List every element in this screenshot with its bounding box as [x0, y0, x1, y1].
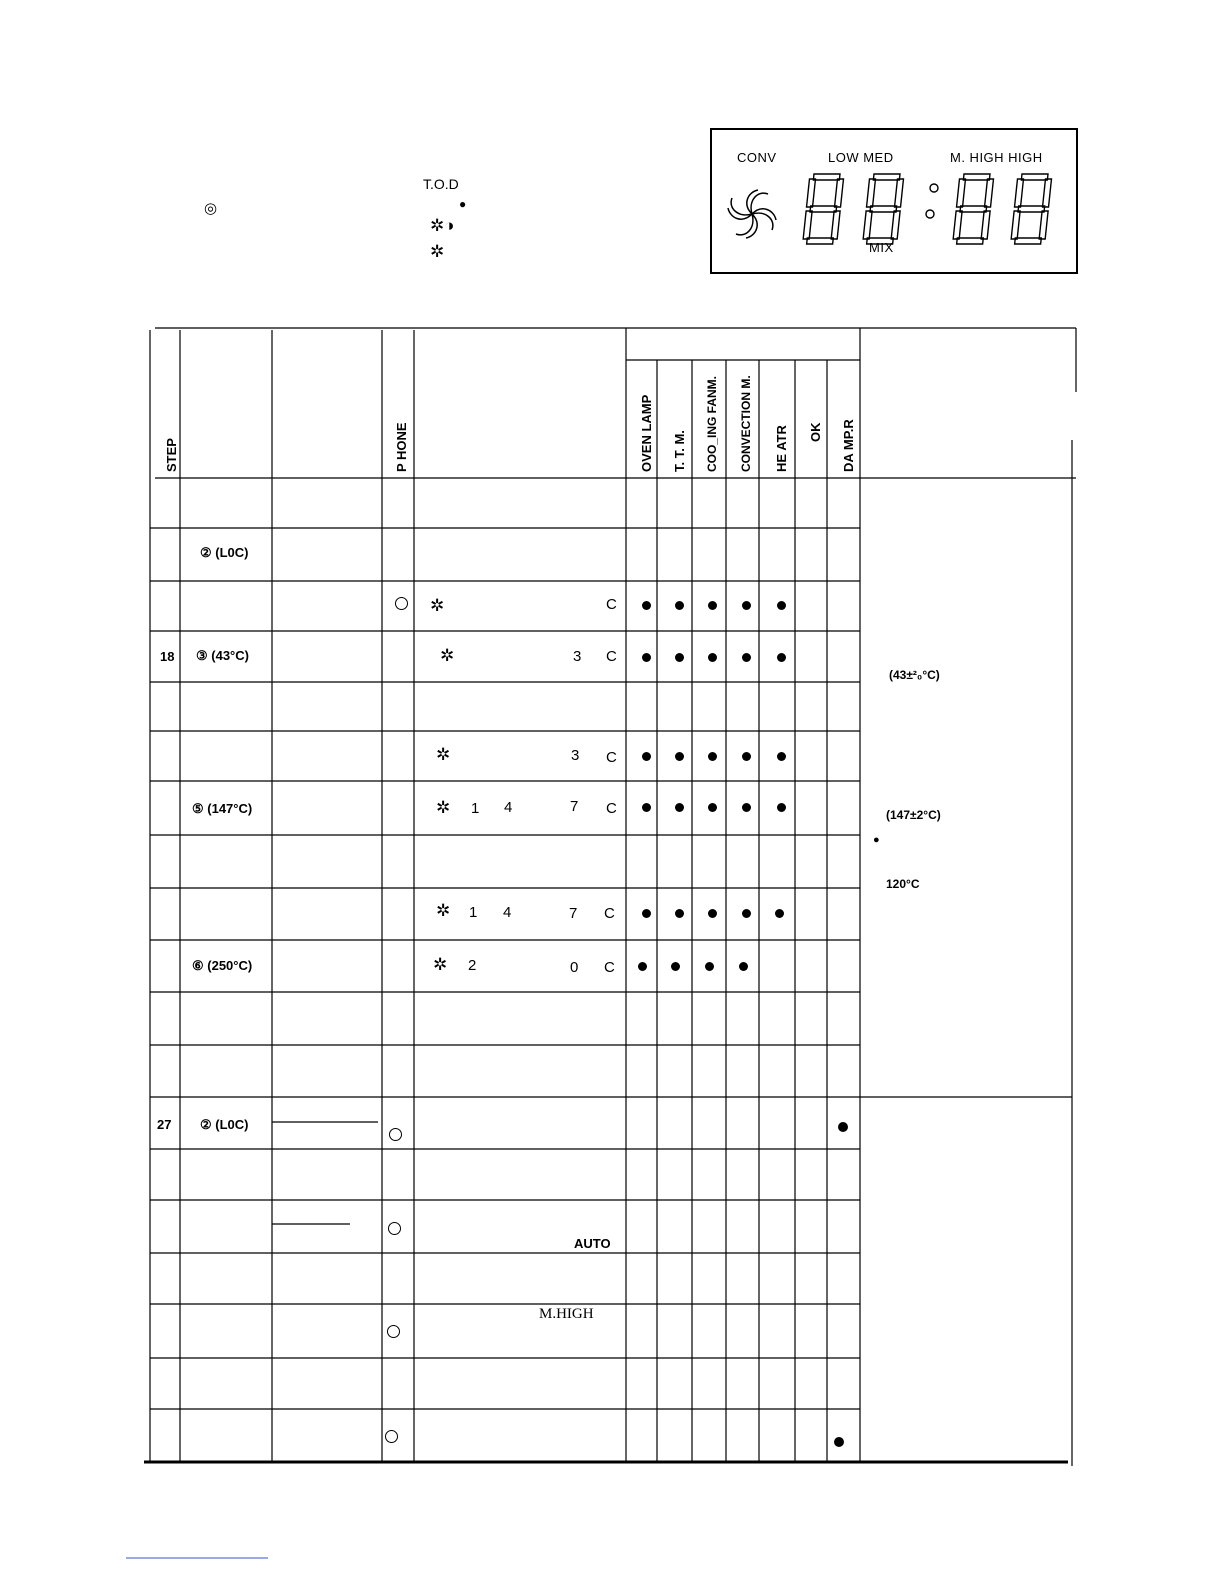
- row4-dot-fan: [708, 653, 717, 662]
- row17-mhigh: M.HIGH: [539, 1306, 594, 1322]
- header-oven-lamp: OVEN LAMP: [639, 394, 654, 472]
- row3-dot-conv: [742, 601, 751, 610]
- row6-c: C: [606, 749, 617, 766]
- row7-dot-ttm: [675, 803, 684, 812]
- row10-dot-fan: [705, 962, 714, 971]
- row13-step: 27: [157, 1117, 172, 1132]
- row4-dot-heater: [777, 653, 786, 662]
- row7-dot-conv: [742, 803, 751, 812]
- row10-dot-lamp: [638, 962, 647, 971]
- row6-dot-ttm: [675, 752, 684, 761]
- row9-d2: 4: [503, 904, 512, 921]
- row6-dot-fan: [708, 752, 717, 761]
- row7-d2: 4: [504, 799, 513, 816]
- row10-key: ⑥ (250°C): [192, 958, 253, 973]
- row9-dot-conv: [742, 909, 751, 918]
- row9-d3: 7: [569, 905, 578, 922]
- fan-icon: ✲: [436, 745, 451, 764]
- tod-label: T.O.D: [423, 176, 459, 192]
- fan-half-icon: ✲◑: [430, 216, 455, 235]
- row6-dot-heater: [777, 752, 786, 761]
- row7-dot-lamp: [642, 803, 651, 812]
- mhigh-high-label: M. HIGH HIGH: [950, 150, 1043, 165]
- row6-dot-conv: [742, 752, 751, 761]
- double-circle-icon: ◎: [204, 200, 218, 217]
- row13-phone-circle: [389, 1128, 402, 1141]
- row9-dot-heater: [775, 909, 784, 918]
- note-dot: ●: [873, 834, 880, 846]
- row9-c: C: [604, 905, 615, 922]
- fan-icon: ✲: [433, 955, 448, 974]
- row3-dot-heater: [777, 601, 786, 610]
- fan-icon: ✲: [436, 901, 451, 920]
- fan-icon: ✲: [440, 646, 455, 665]
- row13-dot-damper: [838, 1122, 848, 1132]
- header-ok: OK: [808, 422, 823, 442]
- row4-key: ③ (43°C): [196, 648, 249, 663]
- row7-dot-fan: [708, 803, 717, 812]
- row3-dot-ttm: [675, 601, 684, 610]
- row4-dot-ttm: [675, 653, 684, 662]
- row3-dot-fan: [708, 601, 717, 610]
- row9-dot-lamp: [642, 909, 651, 918]
- note-147: (147±2°C): [886, 808, 941, 822]
- row4-digit: 3: [573, 648, 582, 665]
- row6-digit: 3: [571, 747, 580, 764]
- row4-dot-lamp: [642, 653, 651, 662]
- low-med-label: LOW MED: [828, 150, 894, 165]
- row10-d3: 0: [570, 959, 579, 976]
- header-heater: HE ATR: [774, 425, 789, 472]
- row13-key: ② (L0C): [200, 1117, 249, 1132]
- row19-phone-circle: [385, 1430, 398, 1443]
- row10-d1: 2: [468, 957, 477, 974]
- row17-phone-circle: [387, 1325, 400, 1338]
- header-phone: P HONE: [394, 422, 409, 472]
- row10-dot-ttm: [671, 962, 680, 971]
- note-43: (43±²₀°C): [889, 668, 940, 682]
- row4-c: C: [606, 648, 617, 665]
- row2-key: ② (L0C): [200, 545, 249, 560]
- header-cooling-fan: COO_ING FANM.: [705, 375, 719, 472]
- dot-icon: ●: [459, 197, 467, 211]
- header-convection: CONVECTION M.: [739, 375, 753, 472]
- row3-dot-lamp: [642, 601, 651, 610]
- row3-c: C: [606, 596, 617, 613]
- row10-c: C: [604, 959, 615, 976]
- row15-phone-circle: [388, 1222, 401, 1235]
- row15-auto: AUTO: [574, 1236, 611, 1251]
- row7-dot-heater: [777, 803, 786, 812]
- row7-c: C: [606, 800, 617, 817]
- header-ttm: T. T. M.: [672, 430, 687, 472]
- fan-icon: ✲: [436, 798, 451, 817]
- header-damper: DA MP.R: [841, 419, 856, 472]
- note-120: 120°C: [886, 877, 920, 891]
- row4-step: 18: [160, 649, 175, 664]
- conv-label: CONV: [737, 150, 777, 165]
- row7-d3: 7: [570, 798, 579, 815]
- fan-icon: ✲: [430, 596, 445, 615]
- mix-label: MIX: [869, 240, 894, 255]
- row7-d1: 1: [471, 800, 480, 817]
- row19-dot-damper: [834, 1437, 844, 1447]
- row9-dot-ttm: [675, 909, 684, 918]
- row10-dot-conv: [739, 962, 748, 971]
- row9-dot-fan: [708, 909, 717, 918]
- row3-phone-circle: [395, 597, 408, 610]
- row6-dot-lamp: [642, 752, 651, 761]
- row7-key: ⑤ (147°C): [192, 801, 253, 816]
- header-step: STEP: [164, 438, 179, 472]
- row4-dot-conv: [742, 653, 751, 662]
- fan-icon: ✲: [430, 242, 445, 261]
- row9-d1: 1: [469, 904, 478, 921]
